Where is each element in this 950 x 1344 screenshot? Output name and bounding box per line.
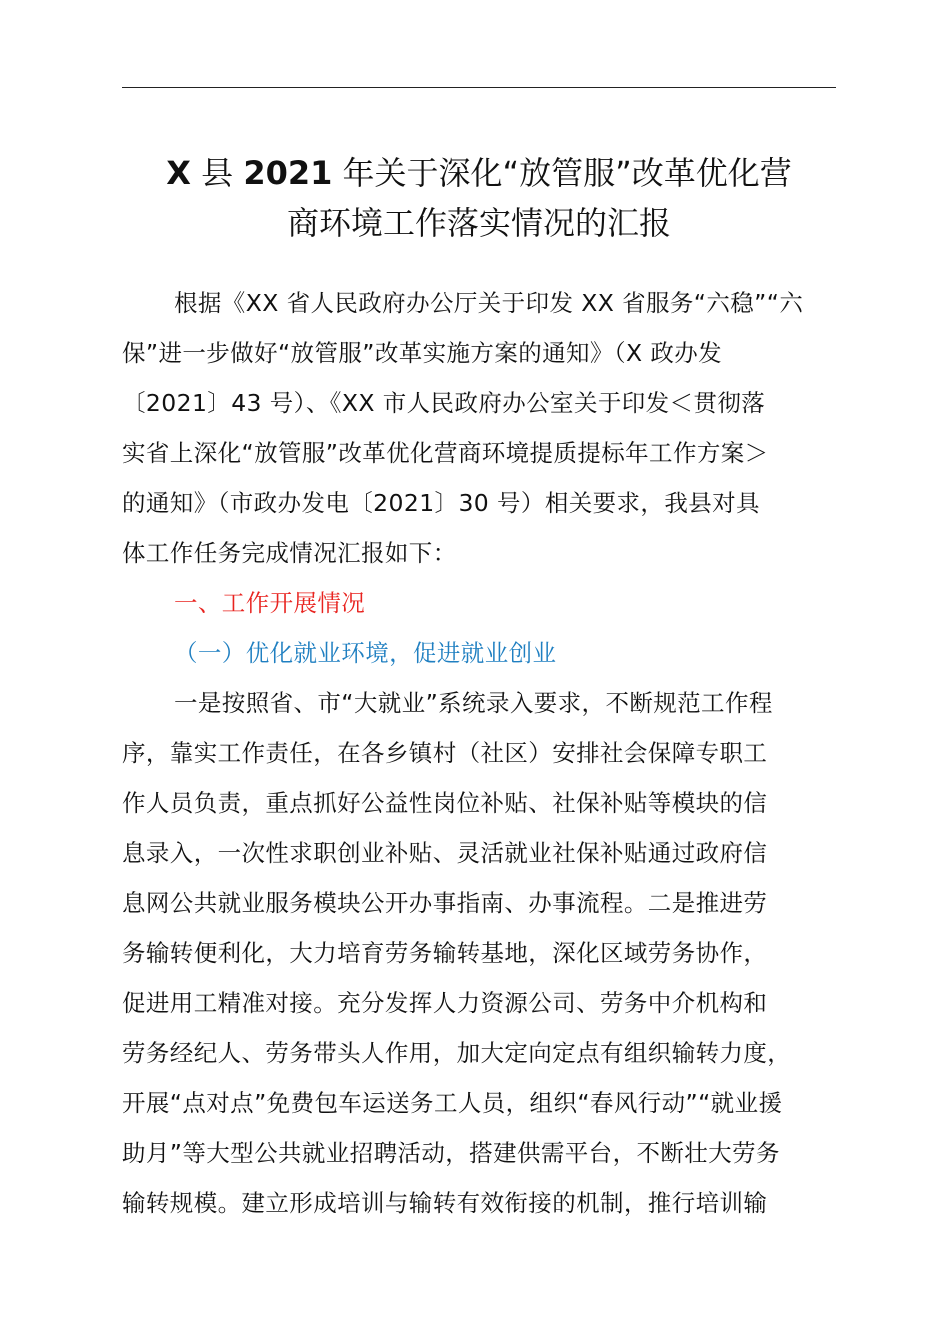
- intro-line: 实省上深化“放管服”改革优化营商环境提质提标年工作方案＞: [122, 439, 769, 467]
- paragraph-line: 务输转便利化，大力培育劳务输转基地，深化区域劳务协作，: [122, 939, 768, 967]
- intro-line: 〔2021〕43 号）、《XX 市人民政府办公室关于印发＜贯彻落: [122, 389, 766, 417]
- document-title: [122, 148, 836, 248]
- intro-line: 保”进一步做好“放管服”改革实施方案的通知》（X 政办发: [122, 339, 723, 367]
- header-rule: [122, 87, 836, 88]
- paragraph-line: 序，靠实工作责任，在各乡镇村（社区）安排社会保障专职工: [122, 739, 768, 767]
- intro-line: 体工作任务完成情况汇报如下：: [122, 539, 457, 567]
- paragraph-line: 开展“点对点”免费包车运送务工人员，组织“春风行动”“就业援: [122, 1089, 783, 1117]
- paragraph-line: 劳务经纪人、劳务带头人作用，加大定向定点有组织输转力度，: [122, 1039, 792, 1067]
- title-part: 2021: [243, 154, 333, 192]
- document-body: [122, 278, 852, 1228]
- paragraph-line: 作人员负责，重点抓好公益性岗位补贴、社保补贴等模块的信: [122, 789, 768, 817]
- subsection-heading: （一）优化就业环境，促进就业创业: [174, 639, 557, 667]
- section-heading: 一、工作开展情况: [174, 589, 366, 617]
- paragraph-line: 促进用工精准对接。充分发挥人力资源公司、劳务中介机构和: [122, 989, 768, 1017]
- paragraph-line: 息网公共就业服务模块公开办事指南、办事流程。二是推进劳: [122, 889, 768, 917]
- intro-line: 的通知》（市政办发电〔2021〕30 号）相关要求，我县对具: [122, 489, 760, 517]
- paragraph-line: 助月”等大型公共就业招聘活动，搭建供需平台，不断壮大劳务: [122, 1139, 780, 1167]
- paragraph-line: 输转规模。建立形成培训与输转有效衔接的机制，推行培训输: [122, 1189, 768, 1217]
- title-part: 县: [190, 154, 244, 192]
- title-line-2: 商环境工作落实情况的汇报: [286, 204, 671, 242]
- title-part: X: [166, 154, 191, 192]
- title-line-1: [122, 148, 836, 198]
- paragraph-line: 息录入，一次性求职创业补贴、灵活就业社保补贴通过政府信: [122, 839, 768, 867]
- intro-line: 根据《XX 省人民政府办公厅关于印发 XX 省服务“六稳”“六: [174, 289, 804, 317]
- paragraph-line: 一是按照省、市“大就业”系统录入要求，不断规范工作程: [174, 689, 773, 717]
- title-part: 年关于深化“放管服”改革优化营: [332, 154, 792, 192]
